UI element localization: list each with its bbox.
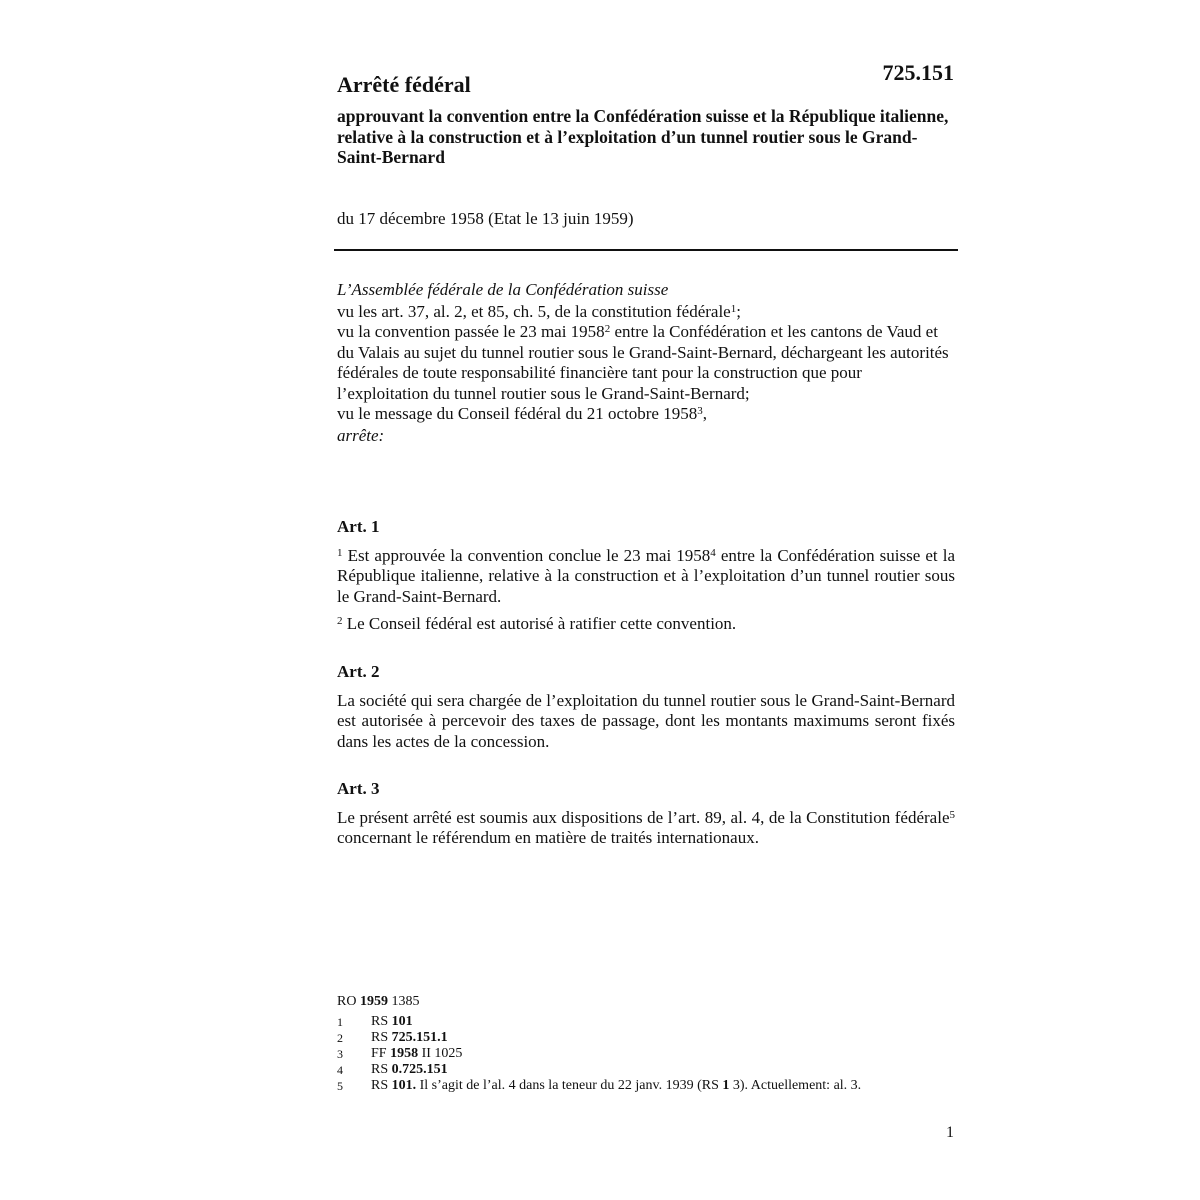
preamble-line2-text-b: entre la Confédération et les cantons de Vaud et du Valais au sujet du tunnel routier sous le Grand-Saint-Bernard, déchargeant les autorités fédérales de toute responsabilité financière tant pour la construction que pour l’exploitation du tunnel routier sous le Grand-Saint-Bernard;: [337, 322, 949, 403]
article-2: [337, 662, 955, 752]
footnote-number: 4: [337, 1063, 343, 1077]
footnote-bold: 101.: [391, 1078, 417, 1093]
footnote-text: [371, 1014, 413, 1030]
footnote-ref-4[interactable]: 4: [710, 546, 716, 559]
footnote-bold: 0.725.151: [391, 1062, 448, 1077]
article-1-p1-text-b: entre la Confédération suisse et la République italienne, relative à la construction et à l’exploitation d’un tunnel routier sous le Grand-Saint-Bernard.: [337, 545, 955, 606]
preamble-line1-text: vu les art. 37, al. 2, et 85, ch. 5, de la constitution fédérale: [337, 301, 731, 321]
footnote-text: [371, 1062, 448, 1078]
footnote-text: [371, 1078, 861, 1094]
page-number: 1: [946, 1124, 954, 1141]
preamble-line-constitution: [337, 302, 957, 323]
footnote-text: [371, 1030, 448, 1046]
document-date: du 17 décembre 1958 (Etat le 13 juin 1959): [337, 209, 634, 228]
footnote-prefix: RS: [371, 1062, 392, 1077]
preamble-line-message: [337, 404, 957, 425]
article-1: [337, 517, 955, 635]
footnote-suffix-2: 3). Actuellement: al. 3.: [729, 1078, 862, 1093]
article-1-paragraph-1: [337, 546, 955, 608]
preamble: [337, 280, 957, 446]
footnote-2: [337, 1030, 957, 1046]
article-1-p1-text-a: Est approuvée la convention conclue le 23 mai 1958: [342, 545, 711, 565]
footnote-ref-2[interactable]: 2: [604, 323, 611, 335]
article-3-text-b: concernant le référendum en matière de traités internationaux.: [337, 828, 759, 847]
footnote-suffix: Il s’agit de l’al. 4 dans la teneur du 22 janv. 1939 (RS: [416, 1078, 723, 1093]
footnote-number: 1: [337, 1015, 343, 1029]
footnote-prefix: FF: [371, 1046, 391, 1061]
footnotes: [337, 994, 957, 1094]
ro-page: 1385: [387, 994, 420, 1009]
footnote-ro-reference: [337, 994, 957, 1010]
footnote-bold: 1958: [390, 1046, 419, 1061]
document-subtitle: approuvant la convention entre la Confédération suisse et la République italienne, relative à la construction et à l’exploitation d’un tunnel routier sous le Grand-Saint-Bernard: [337, 106, 949, 167]
preamble-arrete: arrête:: [337, 425, 385, 445]
document-title: Arrêté fédéral: [337, 72, 471, 97]
footnote-suffix: II 1025: [418, 1046, 463, 1061]
article-3-heading: Art. 3: [337, 779, 380, 798]
footnote-prefix: RS: [371, 1030, 392, 1045]
preamble-line2-text-a: vu la convention passée le 23 mai 1958: [337, 322, 605, 341]
footnote-number: 3: [337, 1047, 343, 1061]
footnote-ref-3[interactable]: 3: [697, 405, 703, 417]
preamble-line3-end: ,: [702, 404, 707, 423]
article-1-p2-text: Le Conseil fédéral est autorisé à ratifier cette convention.: [342, 614, 737, 633]
article-3-text-a: Le présent arrêté est soumis aux dispositions de l’art. 89, al. 4, de la Constitution fédérale: [337, 807, 950, 827]
footnote-bold: 101: [391, 1014, 413, 1029]
ro-prefix: RO: [337, 994, 360, 1009]
footnote-ref-1[interactable]: 1: [730, 302, 737, 315]
footnote-bold: 725.151.1: [391, 1030, 448, 1045]
paragraph-number: 1: [337, 546, 343, 559]
footnote-prefix: RS: [371, 1078, 392, 1093]
footnote-bold-2: 1: [722, 1078, 730, 1093]
footnote-ref-5[interactable]: 5: [949, 808, 955, 821]
footnote-number: 2: [337, 1031, 343, 1045]
article-2-heading: Art. 2: [337, 662, 380, 681]
footnote-1: [337, 1014, 957, 1030]
article-2-text: La société qui sera chargée de l’exploitation du tunnel routier sous le Grand-Saint-Bernard est autorisée à percevoir des taxes de passage, dont les montants maximums seront fixés dans les actes de la concession.: [337, 690, 955, 751]
footnote-prefix: RS: [371, 1014, 392, 1029]
preamble-line1-end: ;: [736, 301, 741, 321]
footnote-text: [371, 1046, 462, 1062]
preamble-assembly: L’Assemblée fédérale de la Confédération suisse: [337, 280, 669, 299]
document-number: 725.151: [882, 60, 954, 85]
footnote-number: 5: [337, 1079, 343, 1093]
preamble-line-convention: [337, 322, 957, 404]
footnote-4: [337, 1062, 957, 1078]
footnote-5: [337, 1078, 957, 1094]
paragraph-number: 2: [337, 615, 343, 627]
footnote-3: [337, 1046, 957, 1062]
article-1-heading: Art. 1: [337, 517, 380, 536]
ro-year: 1959: [359, 994, 388, 1009]
article-1-paragraph-2: [337, 614, 955, 635]
article-3: [337, 779, 955, 849]
header-divider: [334, 249, 958, 251]
preamble-line3-text: vu le message du Conseil fédéral du 21 octobre 1958: [337, 404, 698, 423]
article-3-paragraph: [337, 808, 955, 849]
